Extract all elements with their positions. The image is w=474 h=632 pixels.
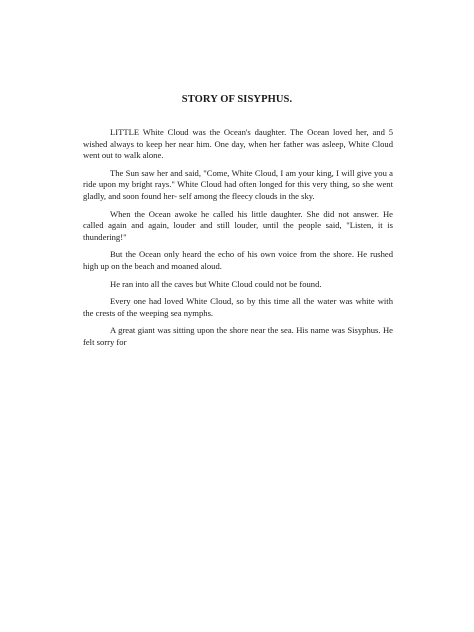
paragraph-6: Every one had loved White Cloud, so by this time all the water was white with the crests of the weeping sea nymphs. bbox=[83, 296, 393, 318]
story-title: STORY OF SISYPHUS. bbox=[181, 94, 293, 105]
story-body bbox=[83, 127, 393, 355]
paragraph-3: When the Ocean awoke he called his little daughter. She did not answer. He called again and again, louder and still louder, until the people said, "Listen, it is thundering!" bbox=[83, 208, 393, 242]
paragraph-5: He ran into all the caves but White Cloud could not be found. bbox=[110, 278, 322, 289]
paragraph-2: The Sun saw her and said, "Come, White Cloud, I am your king, I will give you a ride upon my bright rays." White Cloud had often longed for this very thing, so she went gladly, and soon found her- self among the fleecy clouds in the sky. bbox=[83, 167, 393, 201]
paragraph-7: A great giant was sitting upon the shore near the sea. His name was Sisyphus. He felt sorry for bbox=[83, 325, 393, 347]
paragraph-4: But the Ocean only heard the echo of his own voice from the shore. He rushed high up on the beach and moaned aloud. bbox=[83, 249, 393, 271]
paragraph-1: LITTLE White Cloud was the Ocean's daughter. The Ocean loved her, and 5 wished always to keep her near him. One day, when her father was asleep, White Cloud went out to walk alone. bbox=[83, 127, 393, 161]
